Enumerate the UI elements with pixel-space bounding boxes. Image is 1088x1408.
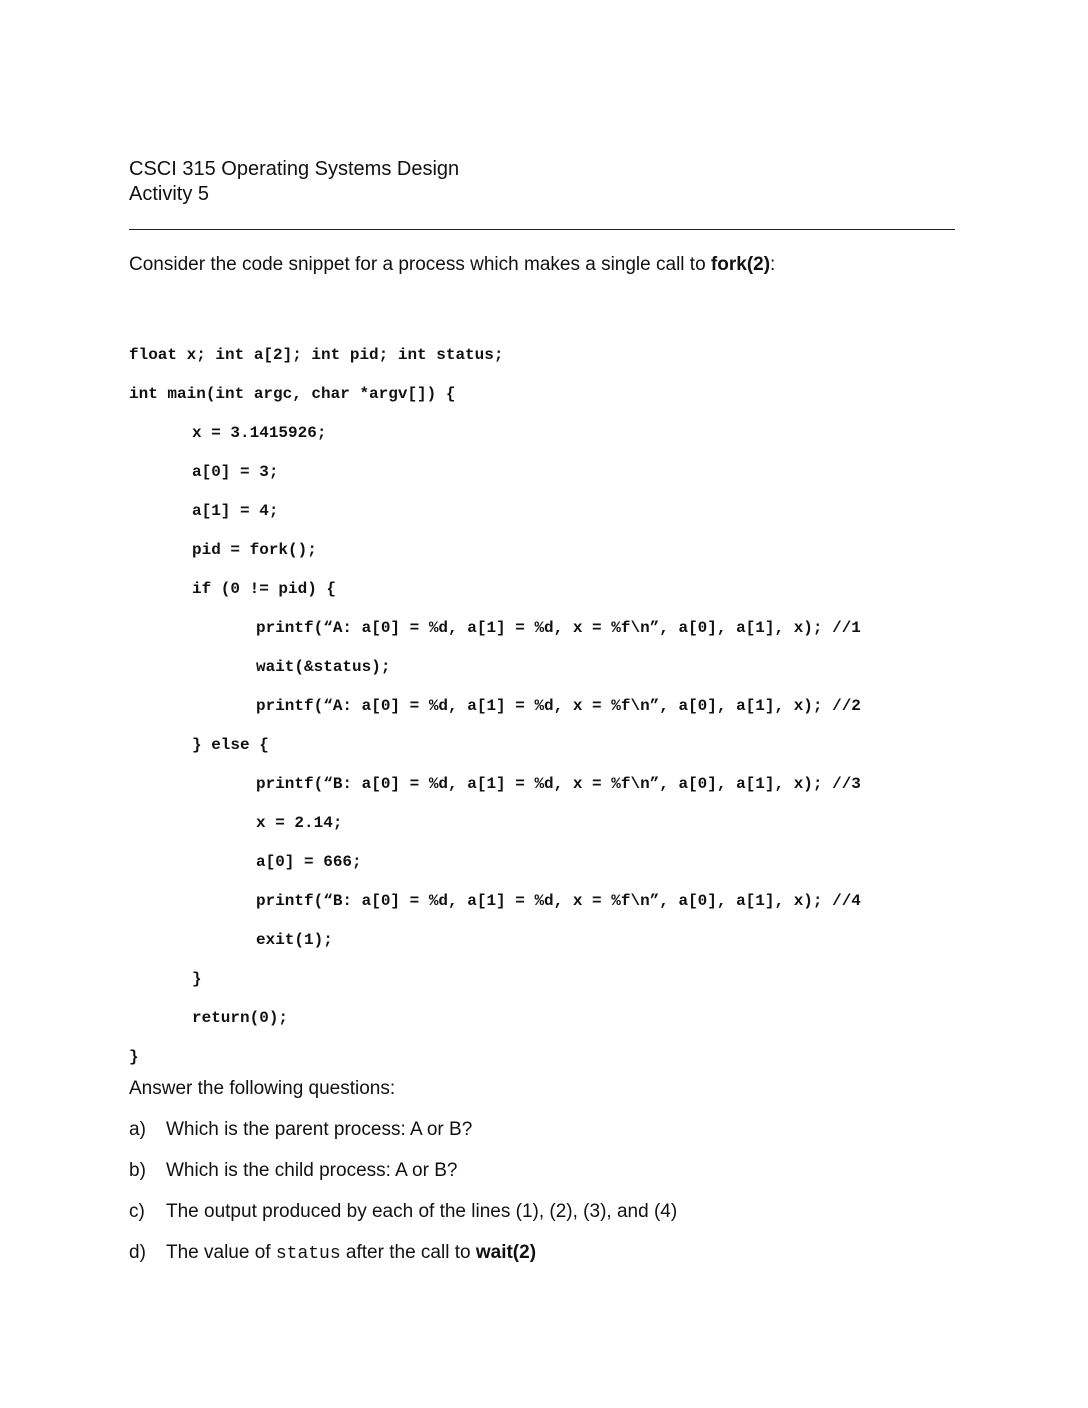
code-line: x = 3.1415926;	[192, 424, 327, 442]
code-line: int main(int argc, char *argv[]) {	[129, 385, 456, 403]
intro-text: Consider the code snippet for a process which makes a single call to	[129, 254, 711, 275]
question-item	[129, 1200, 677, 1241]
question-letter: b)	[129, 1160, 146, 1181]
question-letter: a)	[129, 1119, 146, 1140]
question-text: Which is the parent process: A or B?	[166, 1119, 473, 1140]
code-line: exit(1);	[256, 931, 333, 949]
code-line: }	[129, 1048, 139, 1066]
code-line: printf(“A: a[0] = %d, a[1] = %d, x = %f\n”, a[0], a[1], x); //1	[256, 619, 861, 637]
intro-fork-call: fork(2)	[710, 254, 771, 275]
code-line: a[1] = 4;	[192, 502, 279, 520]
intro-paragraph	[129, 253, 775, 277]
code-line: float x; int a[2]; int pid; int status;	[129, 346, 504, 364]
code-line: printf(“B: a[0] = %d, a[1] = %d, x = %f\n”, a[0], a[1], x); //4	[256, 892, 861, 910]
question-text: Which is the child process: A or B?	[166, 1160, 458, 1181]
code-line: x = 2.14;	[256, 814, 343, 832]
code-line: wait(&status);	[256, 658, 391, 676]
header-divider	[129, 229, 955, 230]
activity-title: Activity 5	[129, 183, 210, 205]
code-line: a[0] = 3;	[192, 463, 279, 481]
code-snippet	[129, 336, 861, 1077]
code-line: return(0);	[192, 1009, 289, 1027]
question-item	[129, 1241, 677, 1282]
questions-heading: Answer the following questions:	[129, 1078, 396, 1099]
status-variable: status	[275, 1244, 341, 1264]
question-item	[129, 1118, 677, 1159]
code-line: pid = fork();	[192, 541, 317, 559]
wait-call: wait(2)	[475, 1242, 537, 1263]
questions-section	[129, 1077, 677, 1282]
question-letter: c)	[129, 1201, 145, 1222]
question-text	[166, 1241, 536, 1282]
code-line: printf(“B: a[0] = %d, a[1] = %d, x = %f\n”, a[0], a[1], x); //3	[256, 775, 861, 793]
code-line: a[0] = 666;	[256, 853, 362, 871]
code-line: }	[192, 970, 202, 988]
question-item	[129, 1159, 677, 1200]
question-text-mid: after the call to	[340, 1242, 476, 1263]
code-line: printf(“A: a[0] = %d, a[1] = %d, x = %f\n”, a[0], a[1], x); //2	[256, 697, 861, 715]
document-header	[129, 157, 459, 207]
course-title: CSCI 315 Operating Systems Design	[129, 158, 460, 180]
code-line: } else {	[192, 736, 269, 754]
question-text: The output produced by each of the lines (1), (2), (3), and (4)	[166, 1201, 678, 1222]
intro-suffix: :	[770, 254, 776, 275]
code-line: if (0 != pid) {	[192, 580, 337, 598]
question-text-pre: The value of	[166, 1242, 276, 1263]
question-letter: d)	[129, 1242, 146, 1263]
